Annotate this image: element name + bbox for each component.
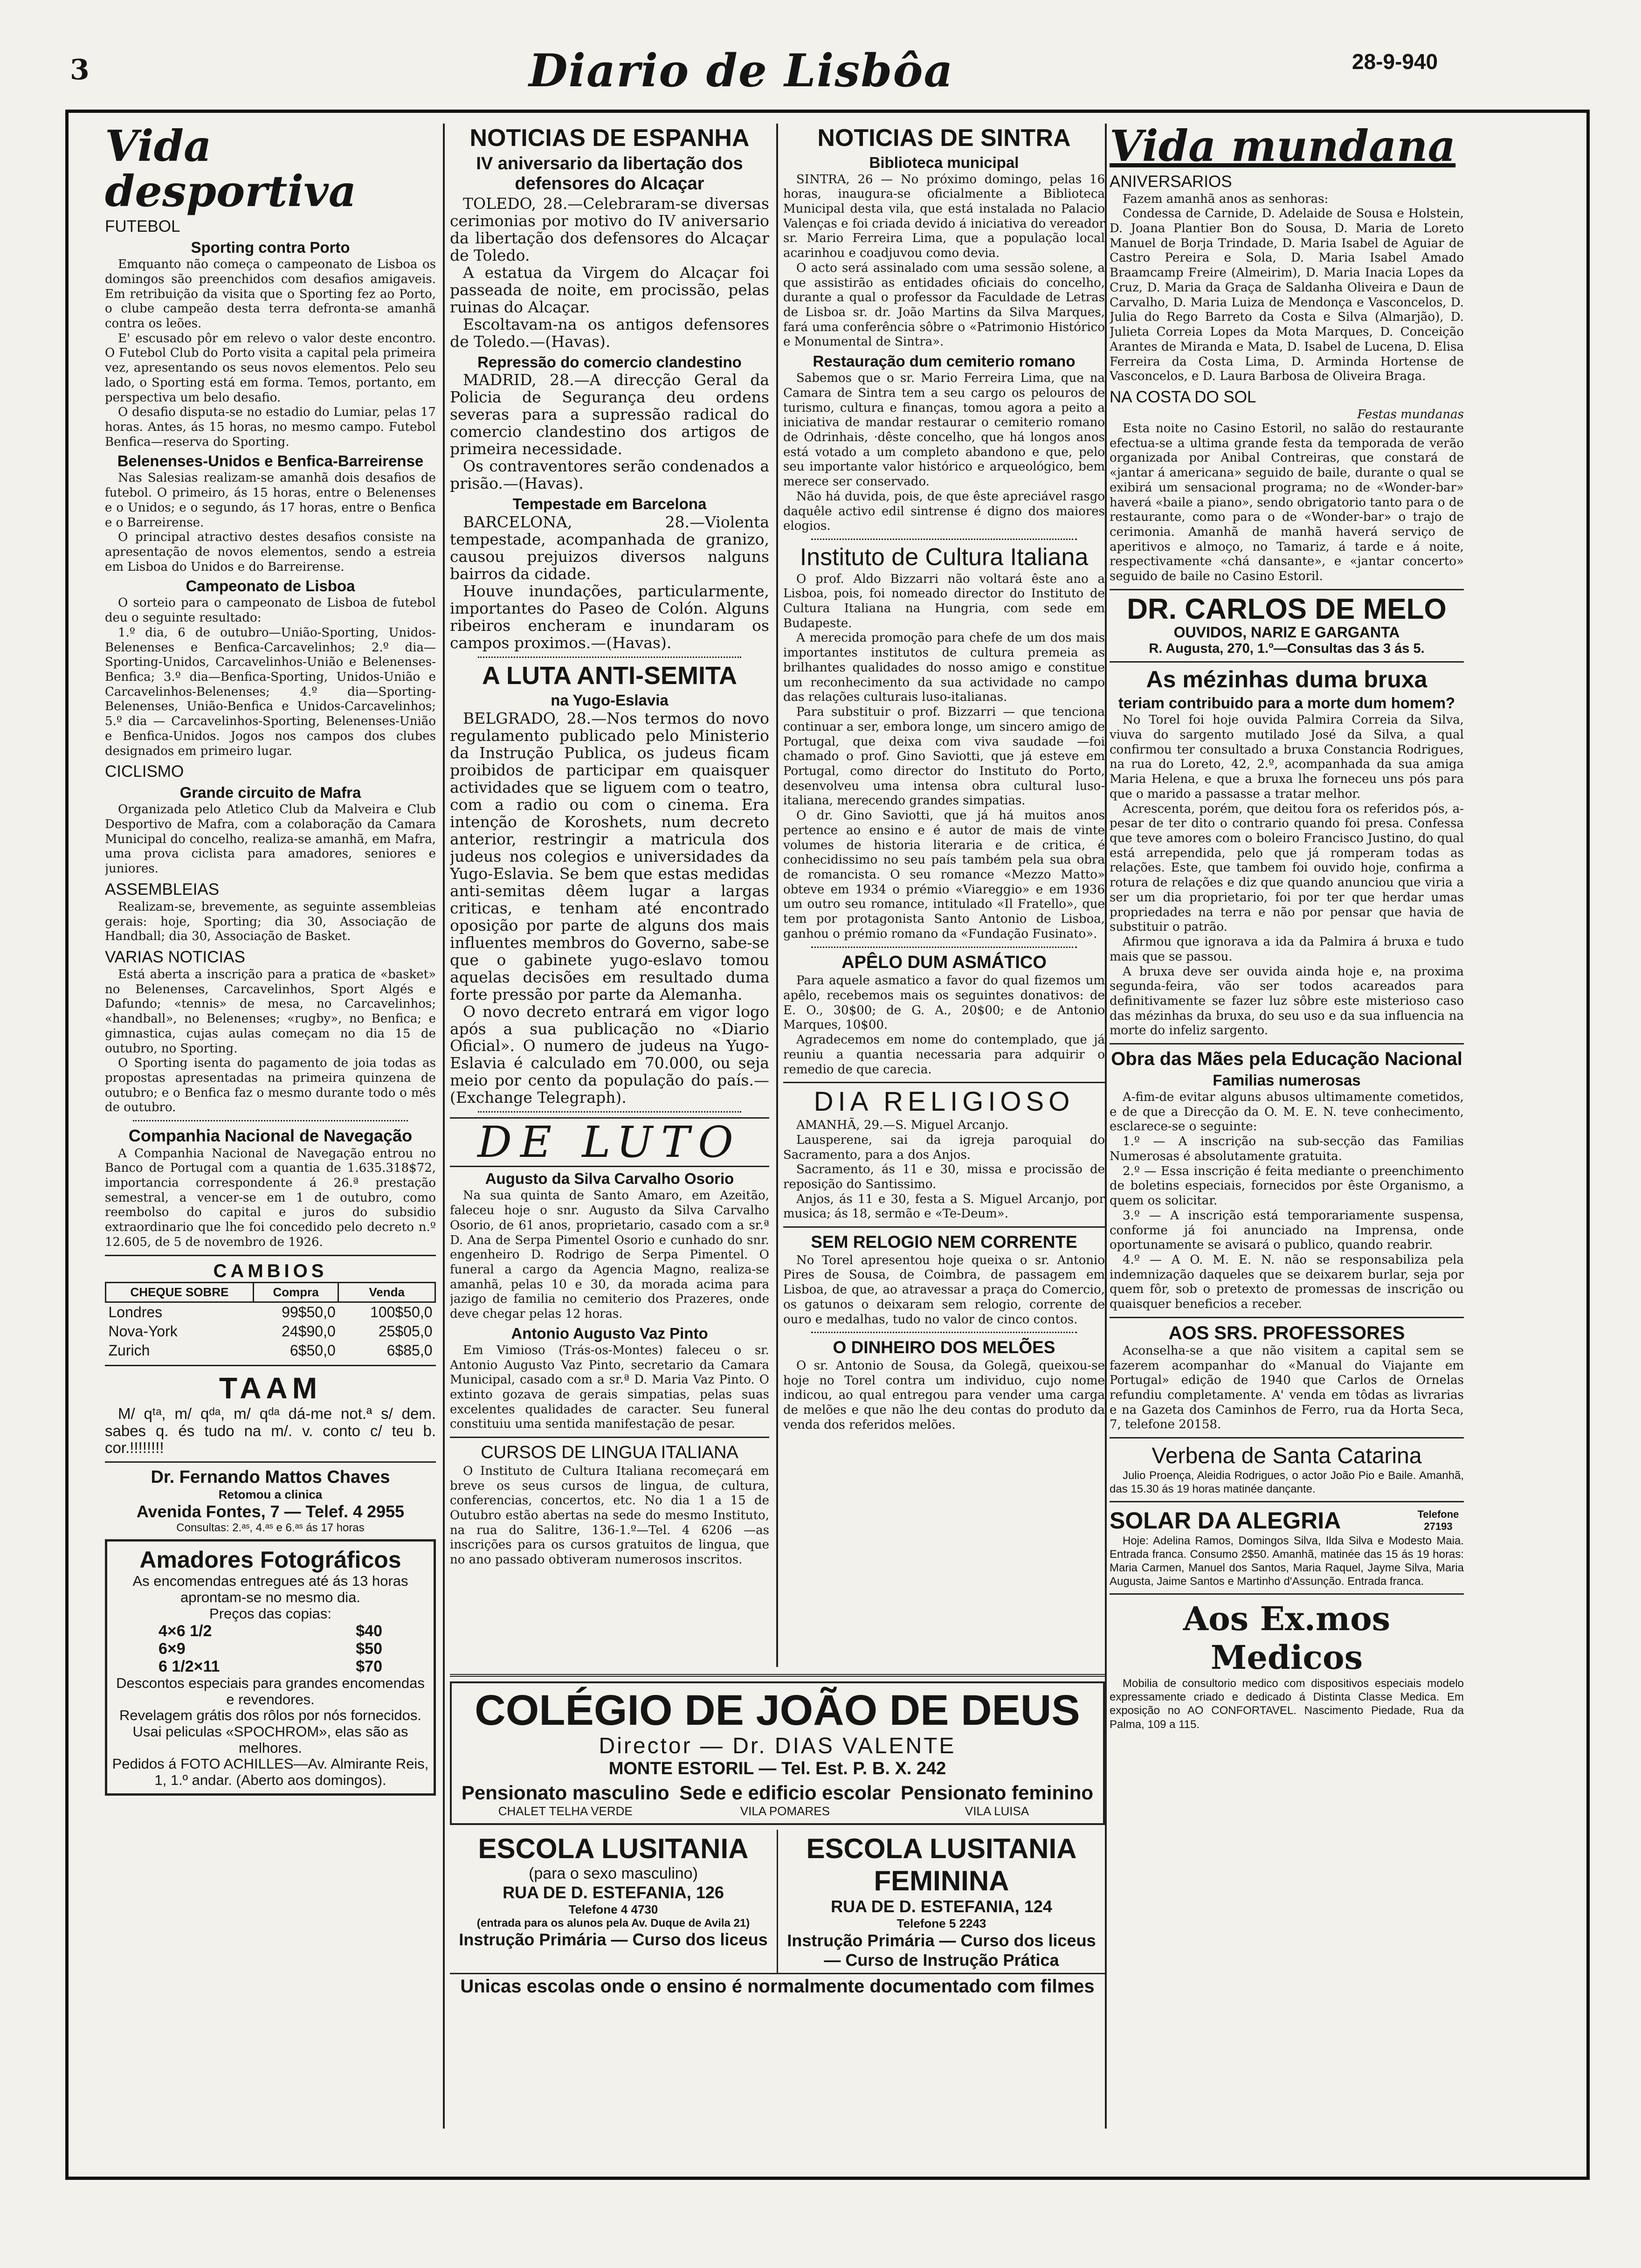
item-sub: CHALET TELHA VERDE [498,1804,633,1818]
paragraph: MADRID, 28.—A direcção Geral da Policia de Segurança deu ordens severas para a supressão radical do comercio clandestino dos artigos de primeira necessidade. [450,371,769,458]
paragraph: Esta noite no Casino Estoril, no salão do restaurante efectua-se a ultima grande festa da temporada de verão organizada por Anibal Contreiras, que constará de «jantar á americana» seguido de baile, durante o qual se exibirá um sensacional programa; no de «Wonder-bar» haverá «baile a piano», sendo obrigatorio tanto para o de restaurante, como para o de «Wonder-bar» o trajo de cerimonia. Amanhã de manhã haverá serviço de aperitivos e almoço, no Tamariz, á tarde e á noite, respectivamente «chá dansante», e «jantar concerto» seguido de baile no Casino Estoril. [1110,421,1464,584]
escola-sub: (para o sexo masculino) [529,1864,698,1882]
headline: Grande circuito de Mafra [179,784,361,802]
separator [1110,1317,1464,1318]
ad-title: Amadores Fotográficos [139,1547,401,1573]
escola-phone: Telefone 4 4730 [568,1902,658,1916]
headline: Campeonato de Lisboa [186,577,355,595]
price-row [159,1658,382,1675]
section-title: NOTICIAS DE ESPANHA [469,124,750,152]
paragraph: Está aberta a inscrição para a pratica de «basket» no Belenenses, Carcavelinhos, Sport Algés e Dafundo; «tennis» de mesa, no Carcavelinhos; «handball», no Belenenses; «rugby», no Benfica; e gimnastica, cujas aulas começam no dia 15 de outubro, no Sporting. [105,967,436,1056]
column-divider [776,124,778,1667]
escola-note: (entrada para os alunos pela Av. Duque de Avila 21) [476,1916,750,1929]
column-noticias-espanha [450,124,769,1667]
colegio-title: COLÉGIO DE JOÃO DE DEUS [475,1687,1080,1734]
label-festas: Festas mundanas [1357,407,1464,422]
cambios-title: CAMBIOS [213,1260,328,1281]
schools-tagline: Unicas escolas onde o ensino é normalmente documentado com filmes [450,1973,1105,1997]
separator [478,1111,741,1113]
table-header: CHEQUE SOBRE [106,1282,254,1302]
headline: Restauração dum cemiterio romano [813,353,1076,370]
headline: O DINHEIRO DOS MELÕES [833,1338,1055,1357]
escola-phone: Telefone 5 2243 [896,1916,986,1930]
colegio-item [679,1782,890,1819]
paragraph: BARCELONA, 28.—Violenta tempestade, acompanhada de granizo, causou prejuizos diversos nalguns bairros da cidade. [450,513,769,583]
separator [1110,1593,1464,1595]
separator [105,1255,436,1256]
ad-line: Usai peliculas «SPOCHROM», elas são as melhores. [132,1723,408,1756]
paragraph: O Instituto de Cultura Italiana recomeçará em breve os seus cursos de lingua, de cultura, conferencias, concertos, etc. No dia 1 a 15 de Outubro estão abertas na sede do mesmo Instituto, na rua do Salitre, 136-1.º—Tel. 4 6206 —as inscrições para os cursos gratuitos de lingua, que no ano passado obtiveram numerosos inscritos. [450,1464,769,1567]
paragraph: Hoje: Adelina Ramos, Domingos Silva, Ilda Silva e Modesto Maia. Entrada franca. Consumo 2$50. Amanhã, matinée das 15 ás 19 horas: Maria Carmen, Manuel dos Santos, Maria Raquel, Jayme Silva, Maria Augusta, Jaime Santos e Martinho d'Assunção. Entrada franca. [1110,1534,1464,1588]
cell-city: Zurich [108,1341,150,1359]
paragraph: O principal atractivo destes desafios consiste na apresentação de novos elementos, sendo a estreia em Lisboa do Unidos e do Barreirense. [105,530,436,574]
medicos-title: Aos Ex.mos Medicos [1183,1599,1391,1677]
escola-title: ESCOLA LUSITANIA [478,1832,749,1864]
separator [1110,1437,1464,1438]
paragraph: A estatua da Virgem do Alcaçar foi passeada de noite, em procissão, pelas ruinas do Alcaçar. [450,263,769,316]
headline: APÊLO DUM ASMÁTICO [841,952,1047,972]
doctor-specialty: OUVIDOS, NARIZ E GARGANTA [1173,623,1400,641]
item-head: Pensionato masculino [461,1781,669,1804]
headline: Augusto da Silva Carvalho Osorio [485,1170,734,1188]
paragraph: Julio Proença, Aleidia Rodrigues, o actor João Pio e Baile. Amanhã, das 15.30 ás 19 horas matinée dançante. [1110,1469,1464,1496]
cell-city: Nova-York [108,1322,178,1340]
label-futebol: FUTEBOL [105,217,180,236]
paragraph: E' escusado pôr em relevo o valor deste encontro. O Futebol Club do Porto visita a capital pela primeira vez, apresentando os seus novos elementos. Pelo seu lado, o Sporting está em forma. Temos, portanto, em perspectiva um belo desafio. [105,331,436,405]
separator [450,1674,1105,1677]
headline: Belenenses-Unidos e Benfica-Barreirense [117,452,424,470]
price-size: 6×9 [159,1639,186,1658]
doctor-name: Dr. Fernando Mattos Chaves [151,1467,390,1487]
escola-courses: Instrução Primária — Curso dos liceus — Curso de Instrução Prática [787,1930,1096,1970]
escola-address: RUA DE D. ESTEFANIA, 124 [831,1896,1052,1916]
paragraph: O prof. Aldo Bizzarri não voltará êste ano a Lisboa, pois, foi nomeado director do Instituto de Cultura Italiana na Hungria, com sede em Budapeste. [783,572,1105,630]
headline: teriam contribuido para a morte dum homem? [1118,694,1455,712]
paragraph: Condessa de Carnide, D. Adelaide de Sousa e Holstein, D. Joana Plantier Bon do Sousa, D. Maria de Loreto Manuel de Borja Trindade, D. Maria Isabel de Aguiar de Castro Pereira e Sola, D. Maria Isabel Amado Braamcamp Freire (Almeirim), D. Maria Inacia Lopes da Cruz, D. Maria da Graça de Saldanha Oliveira e Daun de Carvalho, D. Maria Luiza de Mendonça e Vasconcelos, D. Julia do Rego Barreto da Costa e Silva (Almarjão), D. Julieta Correia Lopes da Mota Marques, D. Conceição Arantes de Miranda e Mata, D. Isabel de Lucena, D. Elisa Ferreira da Costa Lima, D. Arminda Hortense de Vasconcelos, e D. Laura Barbosa de Oliveira Braga. [1110,207,1464,384]
paragraph: A-fim-de evitar alguns abusos ultimamente cometidos, e de que a Direcção da O. M. E. N. teve conhecimento, esclarece-se o seguinte: [1110,1090,1464,1134]
verbena-title: Verbena de Santa Catarina [1151,1444,1422,1469]
ad-line: Pedidos á FOTO ACHILLES—Av. Almirante Reis, 1, 1.º andar. (Aberto aos domingos). [112,1756,429,1789]
headline: CURSOS DE LINGUA ITALIANA [481,1443,738,1463]
label-assembleias: ASSEMBLEIAS [105,880,220,899]
paragraph: Os contraventores serão condenados a prisão.—(Havas). [450,457,769,493]
separator [783,1226,1105,1228]
separator [105,1461,436,1463]
colegio-address: MONTE ESTORIL — Tel. Est. P. B. X. 242 [608,1758,946,1778]
price-row [159,1640,382,1658]
escola-title: ESCOLA LUSITANIA FEMININA [806,1832,1077,1896]
separator [811,1332,1077,1333]
price-value: $70 [356,1657,382,1675]
ad-line: Preços das copias: [209,1605,331,1622]
paragraph: Emquanto não começa o campeonato de Lisboa os domingos são preenchidos com desafios amigaveis. Em retribuição da visita que o Sporting fez ao Porto, o clube campeão desta terra defronta-se amanhã contra os leões. [105,257,436,331]
headline: Antonio Augusto Vaz Pinto [511,1324,708,1342]
masthead: Diario de Lisbôa [529,44,954,97]
separator [450,1437,769,1438]
paragraph: O acto será assinalado com uma sessão solene, a que assistirão as entidades oficiais do concelho, durante a qual o professor da Faculdade de Letras de Lisboa sr. dr. João Martins da Silva Marques, fará uma conferência sôbre o «Patrimonio Histórico e Monumental de Sintra». [783,261,1105,349]
paragraph: O sr. Antonio de Sousa, da Golegã, queixou-se hoje no Torel contra um individuo, cujo nome indicou, ao qual entregou para vender uma carga de melões e que não lhe deu contas do produto da venda dos referidos melões. [783,1358,1105,1432]
paragraph: 3.º — A inscrição está temporariamente suspensa, conforme já foi anunciado na Imprensa, onde oportunamente se avisará o publico, quando reabrir. [1110,1208,1464,1252]
column-vida-desportiva [105,124,436,2124]
headline: SEM RELOGIO NEM CORRENTE [811,1232,1077,1252]
separator [105,1365,436,1366]
paragraph: Mobilia de consultorio medico com dispositivos especiais modelo expressamente criado e dedicado á Distinta Classe Medica. Em exposição no AO CONFORTAVEL. Nascimento Piedade, Rua da Palma, 109 a 115. [1110,1677,1464,1731]
escolas-ads [450,1830,1105,1973]
headline: Familias numerosas [1213,1072,1361,1089]
separator [1110,661,1464,663]
cell-venda: 100$50,0 [370,1303,433,1321]
colegio-director: Director — Dr. DIAS VALENTE [599,1733,956,1758]
taam-title: TAAM [219,1371,322,1405]
headline: Companhia Nacional de Navegação [128,1126,413,1146]
separator [1110,1501,1464,1502]
paragraph: Acrescenta, porém, que deitou fora os referidos pós, a-pesar de ter dito o contrario quando foi presa. Confessa que teve amores com o boleiro Francisco Justino, do qual está arrependida, pelo que já romperam todas as relações. Este, que tambem foi ouvido hoje, confirma a rotura de relações e diz que quando anunciou que viria a ser um dia proprietario, foi por ter que herdar umas propriedades na terra e não por pensar que havia de substituir o patrão. [1110,802,1464,934]
paragraph: O desafio disputa-se no estadio do Lumiar, pelas 17 horas. Antes, ás 15 horas, no mesmo campo. Futebol Benfica—reserva do Sporting. [105,405,436,449]
paragraph: TOLEDO, 28.—Celebraram-se diversas cerimonias por motivo do IV aniversario da libertação dos defensores do Alcaçar de Toledo. [450,194,769,264]
label-varias: VARIAS NOTICIAS [105,947,245,966]
colegio-item [901,1782,1093,1819]
item-sub: VILA LUISA [965,1804,1029,1818]
amadores-ad [105,1539,436,1795]
item-head: Pensionato feminino [901,1781,1094,1804]
headline: DIA RELIGIOSO [814,1086,1075,1117]
paragraph: 1.º — A inscrição na sub-secção das Familias Numerosas é absolutamente gratuita. [1110,1134,1464,1163]
paragraph: SINTRA, 26 — No próximo domingo, pelas 16 horas, inaugura-se oficialmente a Biblioteca Municipal desta vila, que está instalada no Palacio Valenças e foi criada devido á iniciativa do vereador sr. Mario Ferreira Lima, que a população local acarinhou e coadjuvou como devia. [783,172,1105,261]
paragraph: Organizada pelo Atletico Club da Malveira e Club Desportivo de Mafra, com a colaboração da Camara Municipal do concelho, realiza-se amanhã, em Mafra, uma prova ciclista para amadores, seniores e juniores. [105,802,436,876]
paragraph: O novo decreto entrará em vigor logo após a sua publicação no «Diario Oficial». O numero de judeus na Yugo-Eslavia é calculado em 70.000, ou seja meio por cento da população do país.—(Exchange Telegraph). [450,1002,769,1107]
headline: Biblioteca municipal [869,153,1019,171]
solar-phone: Telefone 27193 [1417,1508,1459,1532]
paragraph: A Companhia Nacional de Navegação entrou no Banco de Portugal com a quantia de 1.635.318$72, importancia correspondente á 26.ª prestação semestral, a vencer-se em 1 de outubro, como reembolso do capital e juros do subsidio extraordinario que lhe foi concedido pelo decreto n.º 12.605, de 5 de novembro de 1926. [105,1146,436,1249]
paragraph: No Torel apresentou hoje queixa o sr. Antonio Pires de Sousa, de Coimbra, de passagem em Lisboa, de que, ao atravessar a praça do Comercio, os gatunos o deixaram sem relogio, corrente de ouro e medalhas, tudo no valor de cinco contos. [783,1253,1105,1327]
paragraph: A merecida promoção para chefe de um dos mais importantes institutos de cultura premeia as brilhantes qualidades do nosso amigo e constitue um reconhecimento da sua actividade no campo das relações culturais luso-italianas. [783,631,1105,705]
paragraph: 2.º — Essa inscrição é feita mediante o preenchimento de boletins especiais, fornecidos por êste Organismo, a quem os solicitar. [1110,1164,1464,1208]
item-sub: VILA POMARES [740,1804,830,1818]
colegio-items [456,1782,1098,1819]
label-costa-do-sol: NA COSTA DO SOL [1110,387,1256,406]
paragraph: Escoltavam-na os antigos defensores de Toledo.—(Havas). [450,315,769,351]
paragraph: Agradecemos em nome do contemplado, que já reuniu a quantia necessaria para adquirir o remedio de que carecia. [783,1033,1105,1077]
separator [133,1120,408,1121]
escola-address: RUA DE D. ESTEFANIA, 126 [503,1882,724,1902]
paragraph: O sorteio para o campeonato de Lisboa de futebol deu o seguinte resultado: [105,596,436,625]
separator [1110,589,1464,590]
separator [478,657,741,658]
solar-title: SOLAR DA ALEGRIA [1110,1507,1341,1534]
headline: As mézinhas duma bruxa [1146,666,1427,692]
headline: IV aniversario da libertação dos defensores do Alcaçar [476,153,743,194]
doctor-address: Avenida Fontes, 7 — Telef. 4 2955 [136,1502,405,1521]
separator [811,947,1077,948]
cell-venda: 25$05,0 [378,1322,433,1340]
price-size: 6 1/2×11 [159,1657,220,1675]
paragraph: O Sporting isenta do pagamento de joia todas as propostas apresentadas na primeira quinzena de outubro; e o Benfica faz o mesmo durante todo o mês de outubro. [105,1056,436,1115]
paragraph: Houve inundações, particularmente, importantes do Paseo de Colón. Alguns ribeiros encheram e inundaram os campos proximos.—(Havas). [450,581,769,652]
school-ads [450,1674,1105,2103]
doctor-line: Retomou a clinica [218,1487,323,1502]
label-ciclismo: CICLISMO [105,762,184,781]
ad-line: Revelagem grátis dos rôlos por nós fornecidos. [119,1707,421,1724]
price-value: $50 [356,1639,382,1658]
cambios-table [105,1282,436,1360]
price-row [159,1622,382,1640]
paragraph: Nas Salesias realizam-se amanhã dois desafios de futebol. O primeiro, ás 15 horas, entre o Belenenses e o Unidos; e o segundo, ás 17 horas, entre o Benfica e o Barreirense. [105,471,436,530]
price-value: $40 [356,1622,382,1640]
doctor-name: DR. CARLOS DE MELO [1127,593,1447,625]
paragraph: Afirmou que ignorava a ida da Palmira á bruxa e tudo mais que se passou. [1110,935,1464,964]
table-header: Venda [338,1282,435,1302]
paragraph: 4.º — A O. M. E. N. não se responsabiliza pela indemnização daqueles que se deixarem burlar, seja por quem fôr, sob o pretexto de promessas de inscrição ou quaisquer beneficios a receber. [1110,1252,1464,1312]
paragraph: Lausperene, sai da igreja paroquial do Sacramento, para a dos Anjos. [783,1133,1105,1162]
escola-feminina [777,1830,1105,1973]
paragraph: M/ qᵗᵃ, m/ qᵈᵃ, m/ qᵈᵃ dá-me not.ª s/ dem. sabes q. és tudo na m/. v. conto c/ teu b. cor.!!!!!!!! [105,1404,436,1457]
cell-venda: 6$85,0 [386,1341,433,1359]
paragraph: BELGRADO, 28.—Nos termos do novo regulamento publicado pelo Ministerio da Instrução Publica, os judeus ficam proibidos de participar em quaisquer actividades que se liguem com o teatro, com a radio ou com o cinema. Era intenção de Koroshets, num decreto anterior, restringir a matricula dos judeus nos colegios e universidades da Yugo-Eslavia. Se bem que estas medidas anti-semitas dêem lugar a largas criticas, e tenham até encontrado oposição por parte de alguns dos mais influentes membros do Governo, sabe-se que o gabinete yugo-eslavo tomou aquelas decisões em resultado duma forte pressão por parte da Alemanha. [450,709,769,1003]
de-luto-title: DE LUTO [450,1117,769,1167]
cell-compra: 6$50,0 [290,1341,336,1359]
ad-line: As encomendas entregues até ás 13 horas aprontam-se no mesmo dia. [132,1573,408,1606]
paragraph: Sabemos que o sr. Mario Ferreira Lima, que na Camara de Sintra tem a seu cargo os pelouros de turismo, cultura e finanças, tomou agora a peito a iniciativa de mandar restaurar o cemiterio romano de Odrinhais, ·dêste concelho, que há longos anos está votado a um completo abandono e que, pelo seu importante valor histórico e arqueológico, bem merece ser conservado. [783,371,1105,489]
table-row [106,1322,435,1341]
headline: Instituto de Cultura Italiana [800,544,1089,571]
paragraph: 1.º dia, 6 de outubro—União-Sporting, Unidos-Belenenses e Benfica-Carcavelinhos; 2.º dia—Sporting-Unidos, Carcavelinhos-União e Belenenses-Benfica; 3.º dia—Benfica-Sporting, Unidos-União e Carcavelinhos-Belenenses; 4.º dia—Sporting-Belenenses, União-Benfica e Unidos-Carcavelinhos; 5.º dia — Carcavelinhos-Sporting, Belenenses-União e Benfica-Unidos. Jogos nos campos dos clubes designados em primeiro lugar. [105,625,436,758]
doctor-hours: Consultas: 2.ᵃˢ, 4.ᵃˢ e 6.ᵃˢ ás 17 horas [176,1521,365,1535]
issue-date: 28-9-940 [1352,49,1438,74]
label-aniversarios: ANIVERSARIOS [1110,172,1232,191]
paragraph: AMANHÃ, 29.—S. Miguel Arcanjo. [796,1118,1009,1133]
section-title: Vida desportiva [105,124,357,216]
paragraph: Para aquele asmatico a favor do qual fizemos um apêlo, recebemos mais os seguintes donativos: de E. O., 30$00; de G. A., 20$00; e de Antonio Marques, 10$00. [783,974,1105,1032]
headline: na Yugo-Eslavia [551,691,669,709]
paragraph: O dr. Gino Saviotti, que já há muitos anos pertence ao ensino e é autor de mais de vinte volumes de historia literaria e de critica, é conhecidissimo no seu país também pela sua obra de romancista. O seu romance «Mezzo Matto» obteve em 1934 o prémio «Viareggio» e em 1936 um outro seu romance, intitulado «Il Fratello», que tem por protagonista Santo Antonio de Lisboa, ganhou o prémio romano da «Fundação Fusinato». [783,809,1105,941]
headline: Sporting contra Porto [191,239,350,256]
paragraph: Aconselha-se a que não visitem a capital sem se fazerem acompanhar do «Manual do Viajante em Portugal» edição de 1940 que Carlos de Ornelas refundiu completamente. A' venda em tôdas as livrarias e na Gazeta dos Caminhos de Ferro, rua da Horta Seca, 7, telefone 20158. [1110,1343,1464,1432]
page-header [0,0,1641,107]
solar-header [1110,1507,1464,1534]
headline: A LUTA ANTI-SEMITA [482,661,737,690]
paragraph: Fazem amanhã anos as senhoras: [1123,192,1329,206]
item-head: Sede e edificio escolar [679,1781,891,1804]
section-title: Vida mundana [1110,124,1456,171]
cell-compra: 99$50,0 [282,1303,336,1321]
column-divider [1105,124,1107,2129]
paragraph: Realizam-se, brevemente, as seguinte assembleias gerais: hoje, Sporting; dia 30, Associação de Handball; dia 30, Associação de Basket. [105,899,436,944]
table-row [106,1302,435,1322]
price-size: 4×6 1/2 [159,1622,212,1640]
page-number: 3 [70,54,90,86]
paragraph: Sacramento, ás 11 e 30, missa e procissão de reposição do Santissimo. [783,1162,1105,1192]
paragraph: Anjos, ás 11 e 30, festa a S. Miguel Arcanjo, por musica; ás 18, sermão e «Te-Deum». [783,1192,1105,1221]
colegio-ad [450,1681,1105,1825]
table-row [106,1341,435,1360]
cell-compra: 24$90,0 [282,1322,336,1340]
paragraph: Não há duvida, pois, de que êste apreciável rasgo daquêle activo edil sintrense é digno dos maiores elogios. [783,489,1105,533]
colegio-item [462,1782,669,1819]
section-title: NOTICIAS DE SINTRA [817,124,1071,152]
headline: Obra das Mães pela Educação Nacional [1111,1049,1462,1070]
escola-courses: Instrução Primária — Curso dos liceus [459,1929,768,1949]
headline: Tempestade em Barcelona [512,495,707,513]
paragraph: Em Vimioso (Trás-os-Montes) faleceu o sr. Antonio Augusto Vaz Pinto, secretario da Camara Municipal, casado com a sr.ª D. Maria Vaz Pinto. O extinto gozava de gerais simpatias, pelas suas excelentes qualidades de caracter. Seu funeral constituiu uma sentida manifestação de pesar. [450,1343,769,1431]
paragraph: No Torel foi hoje ouvida Palmira Correia da Silva, viuva do sargento mutilado José da Silva, a qual confirmou ter consultado a bruxa Constancia Rodrigues, na rua do Loreto, 42, 2.º, acompanhada da sua amiga Maria Helena, e que a bruxa lhe forneceu uns pós para que o marido a passasse a tratar melhor. [1110,713,1464,801]
headline: Repressão do comercio clandestino [477,353,742,371]
separator [783,1082,1105,1083]
column-divider [443,124,445,2129]
separator [1110,1043,1464,1044]
ad-line: Descontos especiais para grandes encomendas e revendores. [116,1674,425,1708]
paragraph: Para substituir o prof. Bizzarri — que tenciona continuar a ser, embora longe, um sincero amigo de Portugal, que deixa com viva saudade —foi chamado o prof. Gino Saviotti, que já esteve em Portugal, como director do Instituto do Porto, desenvolveu uma intensa obra cultural luso-italiana, merecendo grandes simpatias. [783,705,1105,808]
column-vida-mundana [1110,124,1464,2124]
cell-city: Londres [108,1303,163,1321]
column-noticias-sintra [783,124,1105,1667]
paragraph: Na sua quinta de Santo Amaro, em Azeitão, faleceu hoje o snr. Augusto da Silva Carvalho Osorio, de 61 anos, proprietario, casado com a sr.ª D. Ana de Serpa Pimentel Osorio e cunhado do snr. engenheiro D. Rodrigo de Serpa Pimentel. O funeral a cargo da Agencia Magno, realiza-se amanhã, pelas 10 e 30, da morada acima para jazigo de familia no cemiterio dos Prazeres, onde deve chegar pelas 12 horas. [450,1189,769,1321]
separator [811,539,1077,540]
escola-masculina [450,1830,777,1973]
paragraph: A bruxa deve ser ouvida ainda hoje e, na proxima segunda-feira, vão ser todos acareados para definitivamente se fazer luz sôbre este misterioso caso das mézinhas da bruxa, do seu uso e da sua influencia na morte do infeliz sargento. [1110,964,1464,1038]
doctor-address: R. Augusta, 270, 1.º—Consultas das 3 ás 5. [1149,641,1425,656]
headline: AOS SRS. PROFESSORES [1168,1322,1405,1343]
table-header: Compra [253,1282,338,1302]
